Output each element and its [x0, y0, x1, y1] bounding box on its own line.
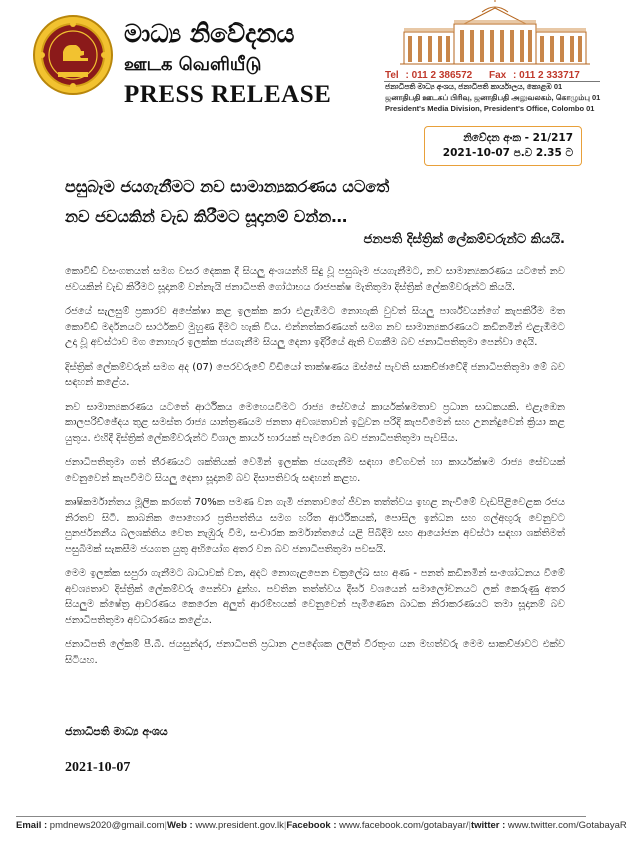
- release-datetime: 2021-10-07 ප.ව 2.35 ට: [442, 147, 573, 159]
- email-label: Email :: [16, 820, 48, 831]
- byline: ජනපති දිස්ත්‍රික් ලේකම්වරුන්ට කියයි.: [363, 232, 565, 247]
- headline: [65, 172, 565, 232]
- letterhead: [0, 0, 600, 118]
- tel-value: : 011 2 386572: [405, 70, 473, 81]
- paragraph: දිස්ත්‍රික් ලේකම්වරුන් සමග අද (07) පෙරවරුවේ විඩියෝ තාක්ෂණය ඔස්සේ පැවති සාකච්ඡාවේදී ජනාධිපතිතුමා මේ බව සඳහන් කළේය.: [65, 361, 565, 388]
- reference-box: [424, 126, 582, 166]
- footer-web[interactable]: [164, 820, 287, 831]
- signature-date: 2021-10-07: [65, 760, 131, 775]
- footer-divider: [16, 816, 586, 817]
- title-tamil: ஊடக வெளியீடு: [124, 54, 262, 75]
- signature-org: ජනාධිපති මාධ්‍ය අංශය: [65, 725, 168, 738]
- presidents-office-building-icon: [394, 2, 596, 68]
- footer-facebook[interactable]: [283, 820, 469, 831]
- headline-line-1: පසුබෑම ජයගැනීමට නව සාමාන්‍යකරණය යටතේ: [65, 177, 390, 196]
- facebook-label: Facebook :: [286, 820, 337, 831]
- contact-block: [385, 70, 601, 114]
- footer-separator: |: [164, 820, 167, 831]
- paragraph: ජනාධිපති ලේකම් පී.බී. ජයසුන්දර, ජනාධිපති ප්‍රධාන උපදේශක ලලිත් වීරතුංග යන මහත්වරු මෙම සාකච්ඡාවට එක්ව සිටියහ.: [65, 639, 565, 666]
- footer-twitter[interactable]: [468, 820, 627, 831]
- paragraph: රජයේ සැලසුම් ප්‍රකාරව අපේක්ෂා කළ ඉලක්ක කරා එළැඹීමට නොහැකි වුවත් සියලු පාර්ශ්වයන්ගේ කැපකිරීම මත කොවිඩ් මර්දනයට සාර්ථකව මුහුණ දීමට හැකි විය. එන්නත්කරණයත් සමග නව සාමාන්‍යකරණයට කඩිනමින් එළැඹීමට උදා වූ අවස්ථාව මග නොහැර ඉලක්ක ජයගැනීම සියලු දෙනා ඉදිරියේ ඇති වගකීම බව ජනාධිපතිතුමා පෙන්වා දෙයි.: [65, 306, 565, 348]
- footer-email[interactable]: [16, 820, 165, 831]
- headline-line-2: නව ජවයකින් වැඩ කිරීමට සූදානම් වන්න…: [65, 207, 348, 226]
- national-emblem-icon: [32, 14, 114, 96]
- paragraph: කොවිඩ් වසංගතයත් සමග වසර දෙකක දී සියලු අංශයන්හි සිදු වූ පසුබෑම ජයගැනීමට, නව සාමාන්‍යකරණය යටතේ නව ජවයකින් වැඩ කිරීමට සූදානම් වන්නැයි ජනාධිපති ගෝඨාභය රාජපක්ෂ මැතිතුමා දිස්ත්‍රික් ලේකම්වරුන්ට කියයි.: [65, 266, 565, 293]
- title-sinhala: මාධ්‍ය නිවේදනය: [124, 19, 295, 48]
- fax-label: Fax: [489, 70, 507, 81]
- footer-separator: |: [283, 820, 287, 831]
- address-tamil: ஜனாதிபதி ஊடகப் பிரிவு, ஜனாதிபதி அலுவலகம், கொழும்பு 01: [385, 93, 601, 102]
- web-label: Web :: [167, 820, 193, 831]
- twitter-label: twitter :: [470, 820, 506, 831]
- paragraph: කෘෂිකර්මාන්තය මූලික කරගත් 70%ක පමණ වන ගැමි ජනතාවගේ ජීවන තත්ත්වය ඉහළ නැංවීමේ වැඩපිළිවෙළක රජය නිරතව සිටී. කාබනික පොහොර ප්‍රතිපත්තිය සමග හරිත ආර්ථිකයක්, පොසිල ඉන්ධන සහ ගල්අඟුරු වෙනුවට පුනර්ජනනීය බලශක්තිය වෙත නැඹුරු වීම, සංචාරක කර්මාන්තයේ යළි පිබිදීම සහ ආයෝජන අවස්ථා සඳහා ශක්තිමත් පසුබිමක් සැකසීම ජයගත යුතු අභියෝග අතර වන බව ජනාධිපතිතුමා පවසයි.: [65, 497, 565, 555]
- fax-value: : 011 2 333717: [513, 70, 580, 81]
- article-body: [65, 264, 565, 677]
- masthead-titles: [124, 20, 331, 110]
- paragraph: මෙම ඉලක්ක සපුරා ගැනීමට බාධාවක් වන, අදට නොගැළපෙන චක්‍රලේඛ සහ අණ - පනත් කඩිනමින් සංශෝධනය වීමේ අවශ්‍යතාව දිස්ත්‍රික් ලේකම්වරු පෙන්වා දුන්හ. පවතින තත්ත්වය දීර්ඝ වශයෙන් සමාලෝචනයට ලක් කෙරුණු අතර සියලුම ක්ෂේත්‍ර ආවරණය කෙරෙන අලුත් ආරම්භයක් වෙනුවෙන් පැමිණෙන බාධක නිරාකරණයට තමා සූදානම් බව ජනාධිපතිතුමා අවධාරණය කළේය.: [65, 568, 565, 626]
- twitter-value[interactable]: www.twitter.com/GotabayaR: [507, 820, 627, 831]
- web-value[interactable]: www.president.gov.lk: [195, 820, 284, 831]
- paragraph: නව සාමාන්‍යකරණය යටතේ ආර්ථිකය මෙහෙයවීමට රාජ්‍ය සේවයේ කාර්යක්ෂමතාව ප්‍රධාන සාධකයකි. එළැඹෙන කාලපරිච්ඡේදය තුළ සමස්ත රාජ්‍ය යාන්ත්‍රණයම ජනතා අවශ්‍යතාවන් ඉටුවන පරිදි කැපවීමෙන් සහ උනන්දුවෙන් ක්‍රියා කළ යුතුය. එහිදී දිස්ත්‍රික් ලේකම්වරුන්ට විශාල කාර්ය භාරයක් පැවරෙන බව ජනාධිපතිතුමා පැවසීය.: [65, 401, 565, 444]
- tel-label: Tel: [385, 70, 399, 81]
- facebook-value[interactable]: www.facebook.com/gotabayar/: [339, 820, 469, 831]
- paragraph: ජනාධිපතිතුමා ගත් තීරණයට ශක්තියක් වෙමින් ඉලක්ක ජයගැනීම සඳහා වේගවත් හා කාර්යක්ෂම රාජ්‍ය සේවයක් වෙනුවෙන් කැපවීමට සියලු දෙනා සූදානම් බව දිසාපතිවරු සඳහන් කළහ.: [65, 457, 565, 484]
- tel-fax-line: [385, 70, 597, 81]
- release-number: නිවේදන අංක - 21/217: [463, 132, 573, 144]
- footer-separator: |: [468, 820, 471, 831]
- address-sinhala: ජනාධිපති මාධ්‍ය අංශය, ජනාධිපති කාර්යාලය, කොළඹ 01: [385, 82, 563, 91]
- email-value[interactable]: pmdnews2020@gmail.com: [49, 820, 165, 831]
- address-english: President's Media Division, President's Office, Colombo 01: [385, 104, 595, 113]
- title-english: PRESS RELEASE: [124, 81, 332, 108]
- footer: [16, 820, 627, 831]
